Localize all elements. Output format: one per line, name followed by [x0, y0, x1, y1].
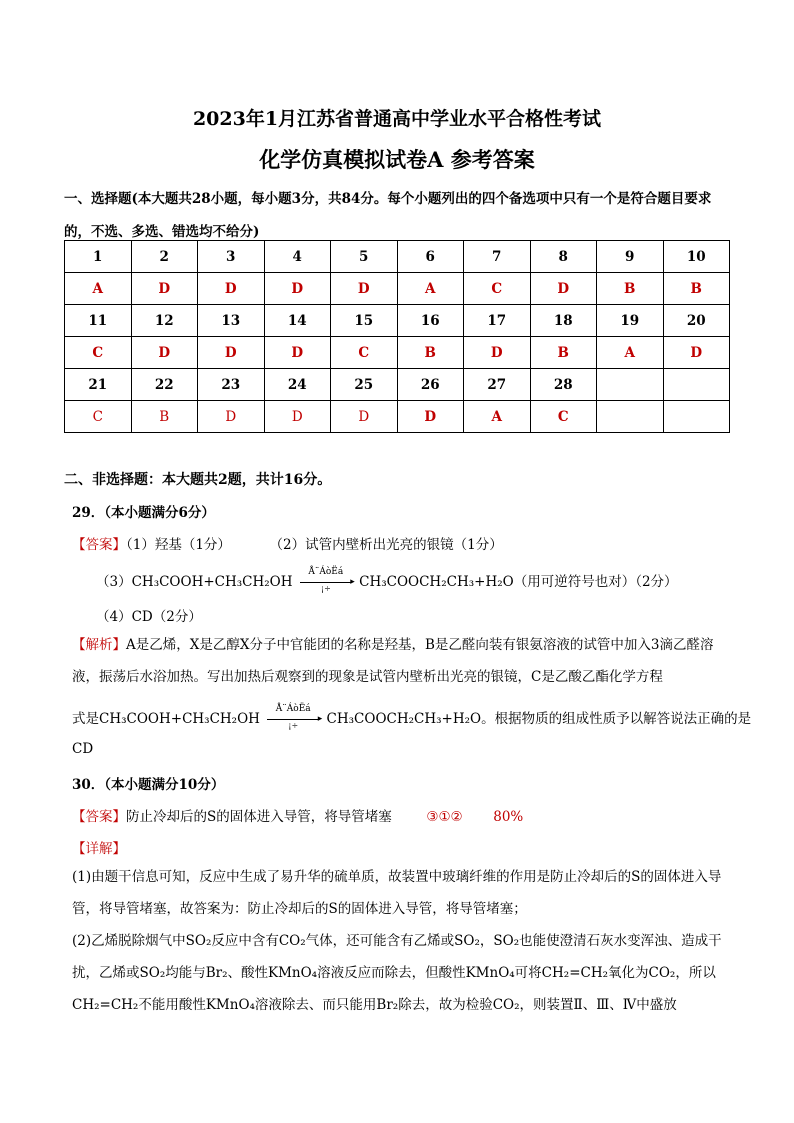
question-number-cell: 15: [331, 305, 398, 337]
arrow-condition-bottom-2: ¡÷: [288, 720, 299, 730]
answer-table: [64, 240, 730, 433]
reaction-arrow: Å¨ÁòËá ▸ ¡÷: [300, 575, 352, 591]
question-number-cell: 17: [464, 305, 531, 337]
question-number-cell: 4: [264, 241, 331, 273]
answer-key-cell: C: [65, 401, 132, 433]
answer-key-cell: B: [597, 273, 664, 305]
answer-key-cell: B: [663, 273, 730, 305]
answer-key-cell: D: [397, 401, 464, 433]
answer-key-cell: D: [264, 401, 331, 433]
question-number-cell: 10: [663, 241, 730, 273]
answer-key-cell: C: [464, 273, 531, 305]
answer-key-cell: A: [397, 273, 464, 305]
question-number-cell: 8: [530, 241, 597, 273]
reaction-arrow-2: Å¨ÁòËá ▸ ¡÷: [267, 712, 319, 728]
q29-analysis-p2-prefix: 式是: [72, 711, 99, 727]
equation-reactants-2: CH₃COOH+CH₃CH₂OH: [99, 711, 260, 727]
section1-intro: 一、选择题(本大题共28小题，每小题3分，共84分。每个小题列出的四个备选项中只有一个是符合题目要求的，不选、多选、错选均不给分): [64, 191, 712, 240]
q29-analysis-p1: A是乙烯，X是乙醇X分子中官能团的名称是羟基，B是乙醛向装有银氨溶液的试管中加入3滴乙醛溶液，振荡后水浴加热。写出加热后观察到的现象是试管内壁析出光亮的银镜，C是乙酸乙酯化学方程: [72, 637, 714, 685]
page-title-line1: 2023年1月江苏省普通高中学业水平合格性考试: [192, 108, 602, 130]
equation-products-2: CH₃COOCH₂CH₃+H₂O: [326, 711, 482, 727]
question-number-cell: 26: [397, 369, 464, 401]
q29-heading: 29．（本小题满分6分）: [72, 505, 215, 521]
answer-key-cell: [663, 401, 730, 433]
q30-answer-percent: 80%: [493, 809, 524, 825]
q30-detail-p1: (1)由题干信息可知，反应中生成了易升华的硫单质，故装置中玻璃纤维的作用是防止冷却后的S的固体进入导管，将导管堵塞，故答案为：防止冷却后的S的固体进入导管，将导管堵塞；: [72, 869, 722, 917]
question-number-cell: 12: [131, 305, 198, 337]
answer-tag: 【答案】: [72, 537, 126, 553]
answer-key-cell: C: [331, 337, 398, 369]
question-number-cell: 19: [597, 305, 664, 337]
answer-key-cell: B: [131, 401, 198, 433]
table-row-answers: [65, 401, 730, 433]
answer-key-cell: D: [331, 273, 398, 305]
q29-ans1: （1）羟基（1分）: [126, 537, 231, 553]
answer-key-cell: D: [331, 401, 398, 433]
question-number-cell: 11: [65, 305, 132, 337]
question-number-cell: 27: [464, 369, 531, 401]
question-number-cell: [597, 369, 664, 401]
answer-key-cell: D: [198, 273, 265, 305]
q29-analysis: [72, 629, 728, 693]
answer-key-cell: B: [397, 337, 464, 369]
question-number-cell: 20: [663, 305, 730, 337]
answer-key-cell: C: [530, 401, 597, 433]
question-number-cell: 6: [397, 241, 464, 273]
question-number-cell: 9: [597, 241, 664, 273]
q29-answer-line1: [72, 533, 503, 553]
q30-answer-text: 防止冷却后的S的固体进入导管，将导管堵塞: [126, 809, 392, 825]
q29-ans2: （2）试管内壁析出光亮的银镜（1分）: [269, 537, 503, 553]
q29-analysis-p3: CD: [72, 741, 94, 757]
arrow-condition-top: Å¨ÁòËá: [308, 566, 344, 577]
question-number-cell: 16: [397, 305, 464, 337]
answer-key-cell: A: [464, 401, 531, 433]
q30-detail-p2: (2)乙烯脱除烟气中SO₂反应中含有CO₂气体，还可能含有乙烯或SO₂，SO₂也能使澄清石灰水变浑浊、造成干扰，乙烯或SO₂均能与Br₂、酸性KMnO₄溶液反应而除去，但酸性KMnO₄可将CH₂=CH₂氧化为CO₂，所以CH₂=CH₂不能用酸性KMnO₄溶液除去、而只能用Br₂除去，故为检验CO₂，则装置Ⅱ、Ⅲ、Ⅳ中盛放: [72, 933, 722, 1013]
answer-key-cell: D: [264, 273, 331, 305]
table-row-answers: [65, 273, 730, 305]
question-number-cell: 1: [65, 241, 132, 273]
q30-heading: 30．（本小题满分10分）: [72, 777, 225, 793]
q30-detail-tag: [72, 837, 126, 857]
table-row-numbers: [65, 369, 730, 401]
question-number-cell: [663, 369, 730, 401]
q30-answer: [72, 805, 523, 825]
question-number-cell: 25: [331, 369, 398, 401]
answer-key-cell: D: [131, 273, 198, 305]
answer-key-cell: D: [198, 401, 265, 433]
q29-ans4: （4）CD（2分）: [96, 609, 202, 625]
question-number-cell: 3: [198, 241, 265, 273]
arrow-condition-top-2: Å¨ÁòËá: [275, 703, 311, 714]
question-number-cell: 28: [530, 369, 597, 401]
q29-answer-line3: [96, 566, 678, 593]
question-number-cell: 5: [331, 241, 398, 273]
answer-key-cell: D: [131, 337, 198, 369]
detail-tag: 【详解】: [72, 841, 126, 857]
table-row-numbers: [65, 241, 730, 273]
equation-products: CH₃COOCH₂CH₃+H₂O: [359, 574, 514, 590]
q30-answer-tag: 【答案】: [72, 809, 126, 825]
answer-key-cell: C: [65, 337, 132, 369]
q30-answer-order: ③①②: [426, 809, 463, 825]
table-row-numbers: [65, 305, 730, 337]
arrow-condition-bottom: ¡÷: [320, 583, 331, 593]
answer-key-cell: A: [65, 273, 132, 305]
section2-heading: 二、非选择题：本大题共2题，共计16分。: [64, 472, 332, 488]
question-number-cell: 24: [264, 369, 331, 401]
q29-ans3-suffix: （用可逆符号也对）（2分）: [513, 574, 678, 590]
answer-key-cell: D: [198, 337, 265, 369]
q29-analysis-equation-line: [72, 703, 752, 730]
q29-analysis-p2-suffix: 。根据物质的组成性质予以解答说法正确的是: [481, 711, 752, 727]
question-number-cell: 18: [530, 305, 597, 337]
question-number-cell: 7: [464, 241, 531, 273]
equation-reactants: CH₃COOH+CH₃CH₂OH: [131, 574, 293, 590]
question-number-cell: 14: [264, 305, 331, 337]
answer-key-cell: D: [264, 337, 331, 369]
question-number-cell: 23: [198, 369, 265, 401]
question-number-cell: 2: [131, 241, 198, 273]
q29-ans3-prefix: （3）: [96, 574, 132, 590]
analysis-tag: 【解析】: [72, 637, 126, 653]
page-title-line2: 化学仿真模拟试卷A 参考答案: [259, 147, 535, 172]
answer-key-cell: B: [530, 337, 597, 369]
question-number-cell: 21: [65, 369, 132, 401]
answer-key-cell: D: [530, 273, 597, 305]
answer-key-cell: [597, 401, 664, 433]
answer-key-cell: D: [663, 337, 730, 369]
question-number-cell: 13: [198, 305, 265, 337]
question-number-cell: 22: [131, 369, 198, 401]
answer-key-cell: D: [464, 337, 531, 369]
table-row-answers: [65, 337, 730, 369]
answer-key-cell: A: [597, 337, 664, 369]
